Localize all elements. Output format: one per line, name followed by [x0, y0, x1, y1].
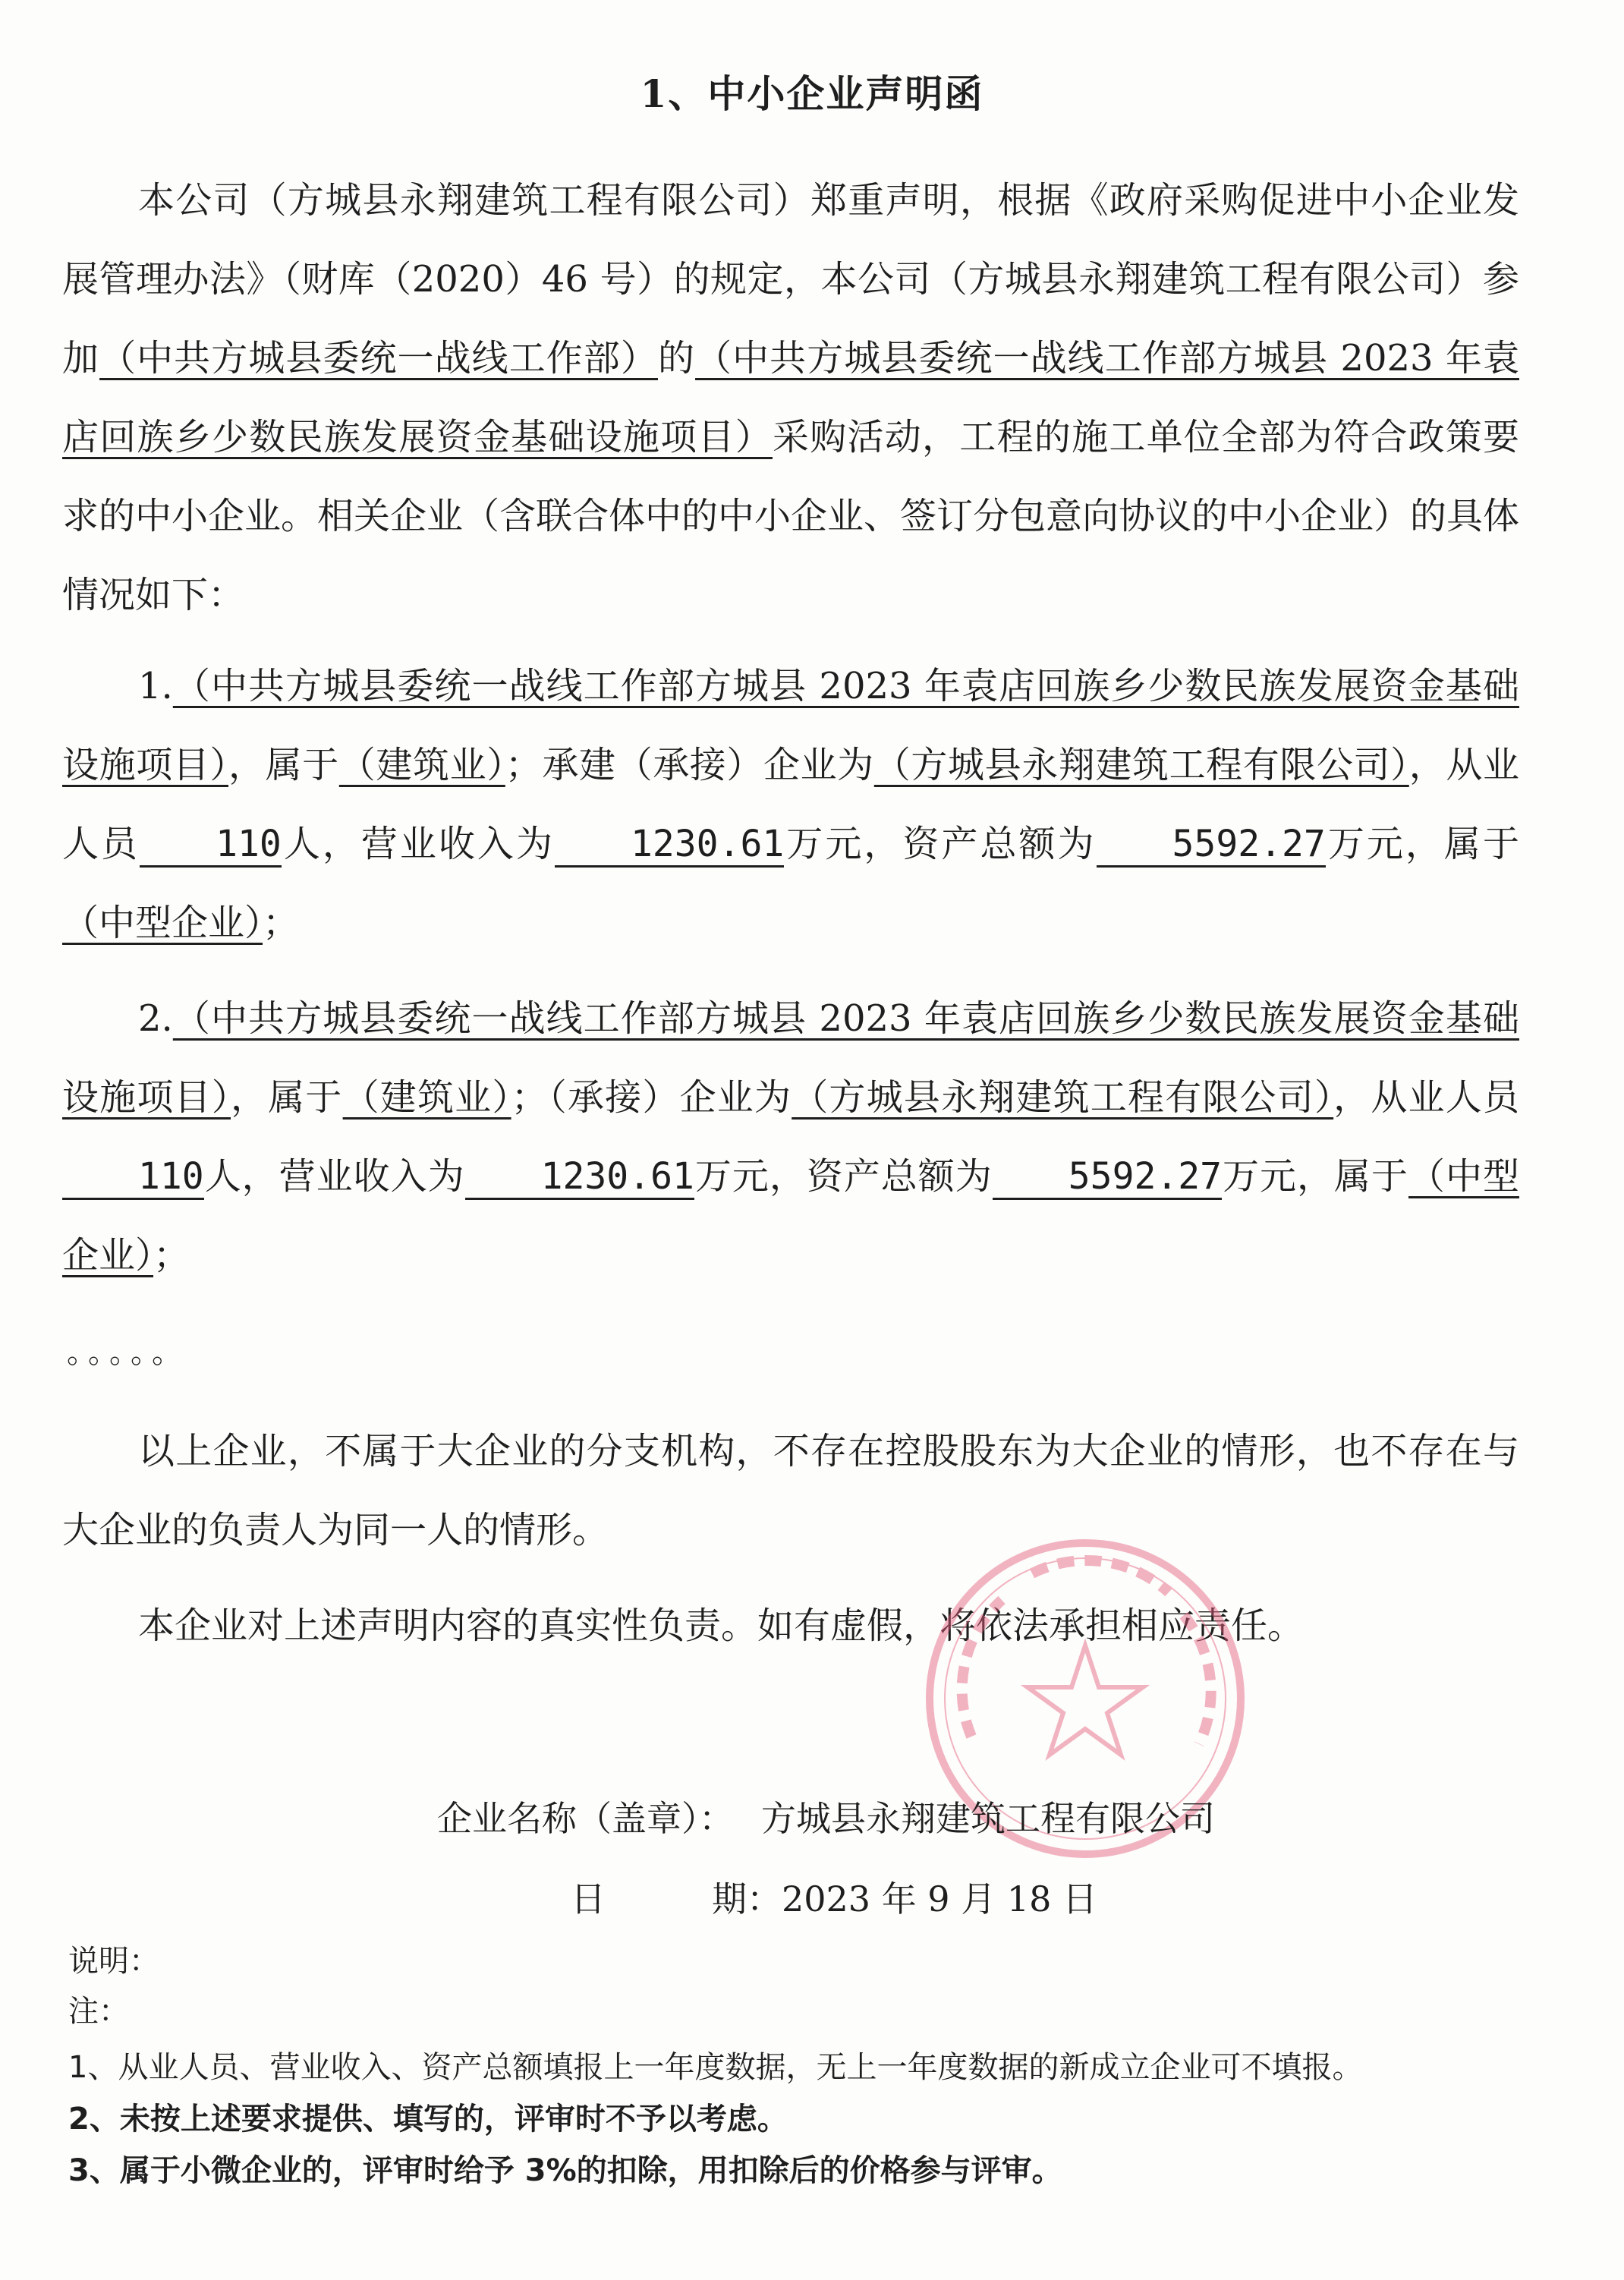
company-label: 企业名称（盖章）：	[437, 1798, 734, 1839]
date-label-b: 期：	[712, 1878, 782, 1919]
notes-sub-heading: 注：	[68, 1994, 129, 2029]
revenue-label: 人，营业收入为	[203, 1155, 465, 1198]
page-title: 1、中小企业声明函	[640, 71, 984, 116]
item-number: 1.	[138, 665, 173, 707]
intro-paragraph	[62, 161, 1519, 635]
company-name: 方城县永翔建筑工程有限公司	[761, 1798, 1215, 1839]
date-line	[571, 1872, 1097, 1922]
enterprise-type: （中型企业）	[62, 1155, 1519, 1277]
revenue-label: 人，营业收入为	[281, 823, 555, 865]
item-industry: （建筑业）	[338, 744, 505, 786]
contractor-label: ；（承接）企业为	[511, 1076, 792, 1119]
assets-label: 万元，资产总额为	[694, 1155, 993, 1198]
project-name: （中共方城县委统一战线工作部方城县 2023 年袁店回族乡少数民族发展资金基础设施项目）	[62, 337, 1519, 458]
item-project: （中共方城县委统一战线工作部方城县 2023 年袁店回族乡少数民族发展资金基础设施项目）	[62, 665, 1519, 786]
enterprise-type: （中型企业）	[62, 902, 263, 944]
enterprise-item-2	[62, 979, 1519, 1295]
assets-value: 5592.27	[993, 1155, 1222, 1200]
item-end: ；	[153, 1234, 190, 1277]
enterprise-item-1	[62, 647, 1519, 962]
employees-value: 110	[140, 823, 282, 868]
revenue-value: 1230.61	[465, 1155, 694, 1200]
item-industry: （建筑业）	[342, 1076, 511, 1119]
date-label-a: 日	[571, 1878, 606, 1919]
responsibility-paragraph: 本企业对上述声明内容的真实性负责。如有虚假，将依法承担相应责任。	[138, 1605, 1305, 1647]
contractor-label: ；承建（承接）企业为	[505, 744, 874, 786]
purchaser-name: （中共方城县委统一战线工作部）	[99, 337, 658, 379]
date-value: 2023 年 9 月 18 日	[782, 1878, 1097, 1919]
assets-label: 万元，资产总额为	[784, 823, 1097, 865]
type-label: 万元，属于	[1325, 823, 1519, 865]
belongs-label: ，属于	[228, 744, 339, 786]
employees-label: ，从业人员	[62, 744, 1519, 865]
ellipsis: 。。。。。	[67, 1335, 188, 1370]
revenue-value: 1230.61	[555, 823, 784, 868]
belongs-label: ，属于	[231, 1076, 343, 1119]
item-company: （方城县永翔建筑工程有限公司）	[792, 1076, 1334, 1119]
intro-text-b: 的	[657, 337, 696, 379]
employees-label: ，从业人员	[1333, 1076, 1519, 1119]
assets-value: 5592.27	[1097, 823, 1326, 868]
intro-text-a: 本公司（方城县永翔建筑工程有限公司）郑重声明，根据《政府采购促进中小企业发展管理办法》（财库（2020）46 号）的规定，本公司（方城县永翔建筑工程有限公司）参加	[62, 179, 1519, 379]
employees-value: 110	[62, 1155, 204, 1200]
item-end: ；	[263, 902, 300, 944]
note-line-3: 3、属于小微企业的，评审时给予 3%的扣除，用扣除后的价格参与评审。	[68, 2153, 1062, 2188]
item-company: （方城县永翔建筑工程有限公司）	[873, 744, 1409, 786]
intro-text-c: 采购活动，工程的施工单位全部为符合政策要求的中小企业。相关企业（含联合体中的中小企业、签订分包意向协议的中小企业）的具体情况如下：	[62, 416, 1520, 616]
notes-heading: 说明：	[68, 1944, 159, 1979]
note-line-1: 1、从业人员、营业收入、资产总额填报上一年度数据，无上一年度数据的新成立企业可不填报。	[68, 2050, 1363, 2085]
type-label: 万元，属于	[1222, 1155, 1408, 1198]
company-signature-line	[437, 1791, 1215, 1841]
item-number: 2.	[138, 997, 173, 1040]
note-line-2: 2、未按上述要求提供、填写的，评审时不予以考虑。	[68, 2102, 788, 2137]
item-project: （中共方城县委统一战线工作部方城县 2023 年袁店回族乡少数民族发展资金基础设施项目）	[62, 997, 1519, 1119]
statement-paragraph: 以上企业，不属于大企业的分支机构，不存在控股股东为大企业的情形，也不存在与大企业的负责人为同一人的情形。	[62, 1430, 1519, 1551]
